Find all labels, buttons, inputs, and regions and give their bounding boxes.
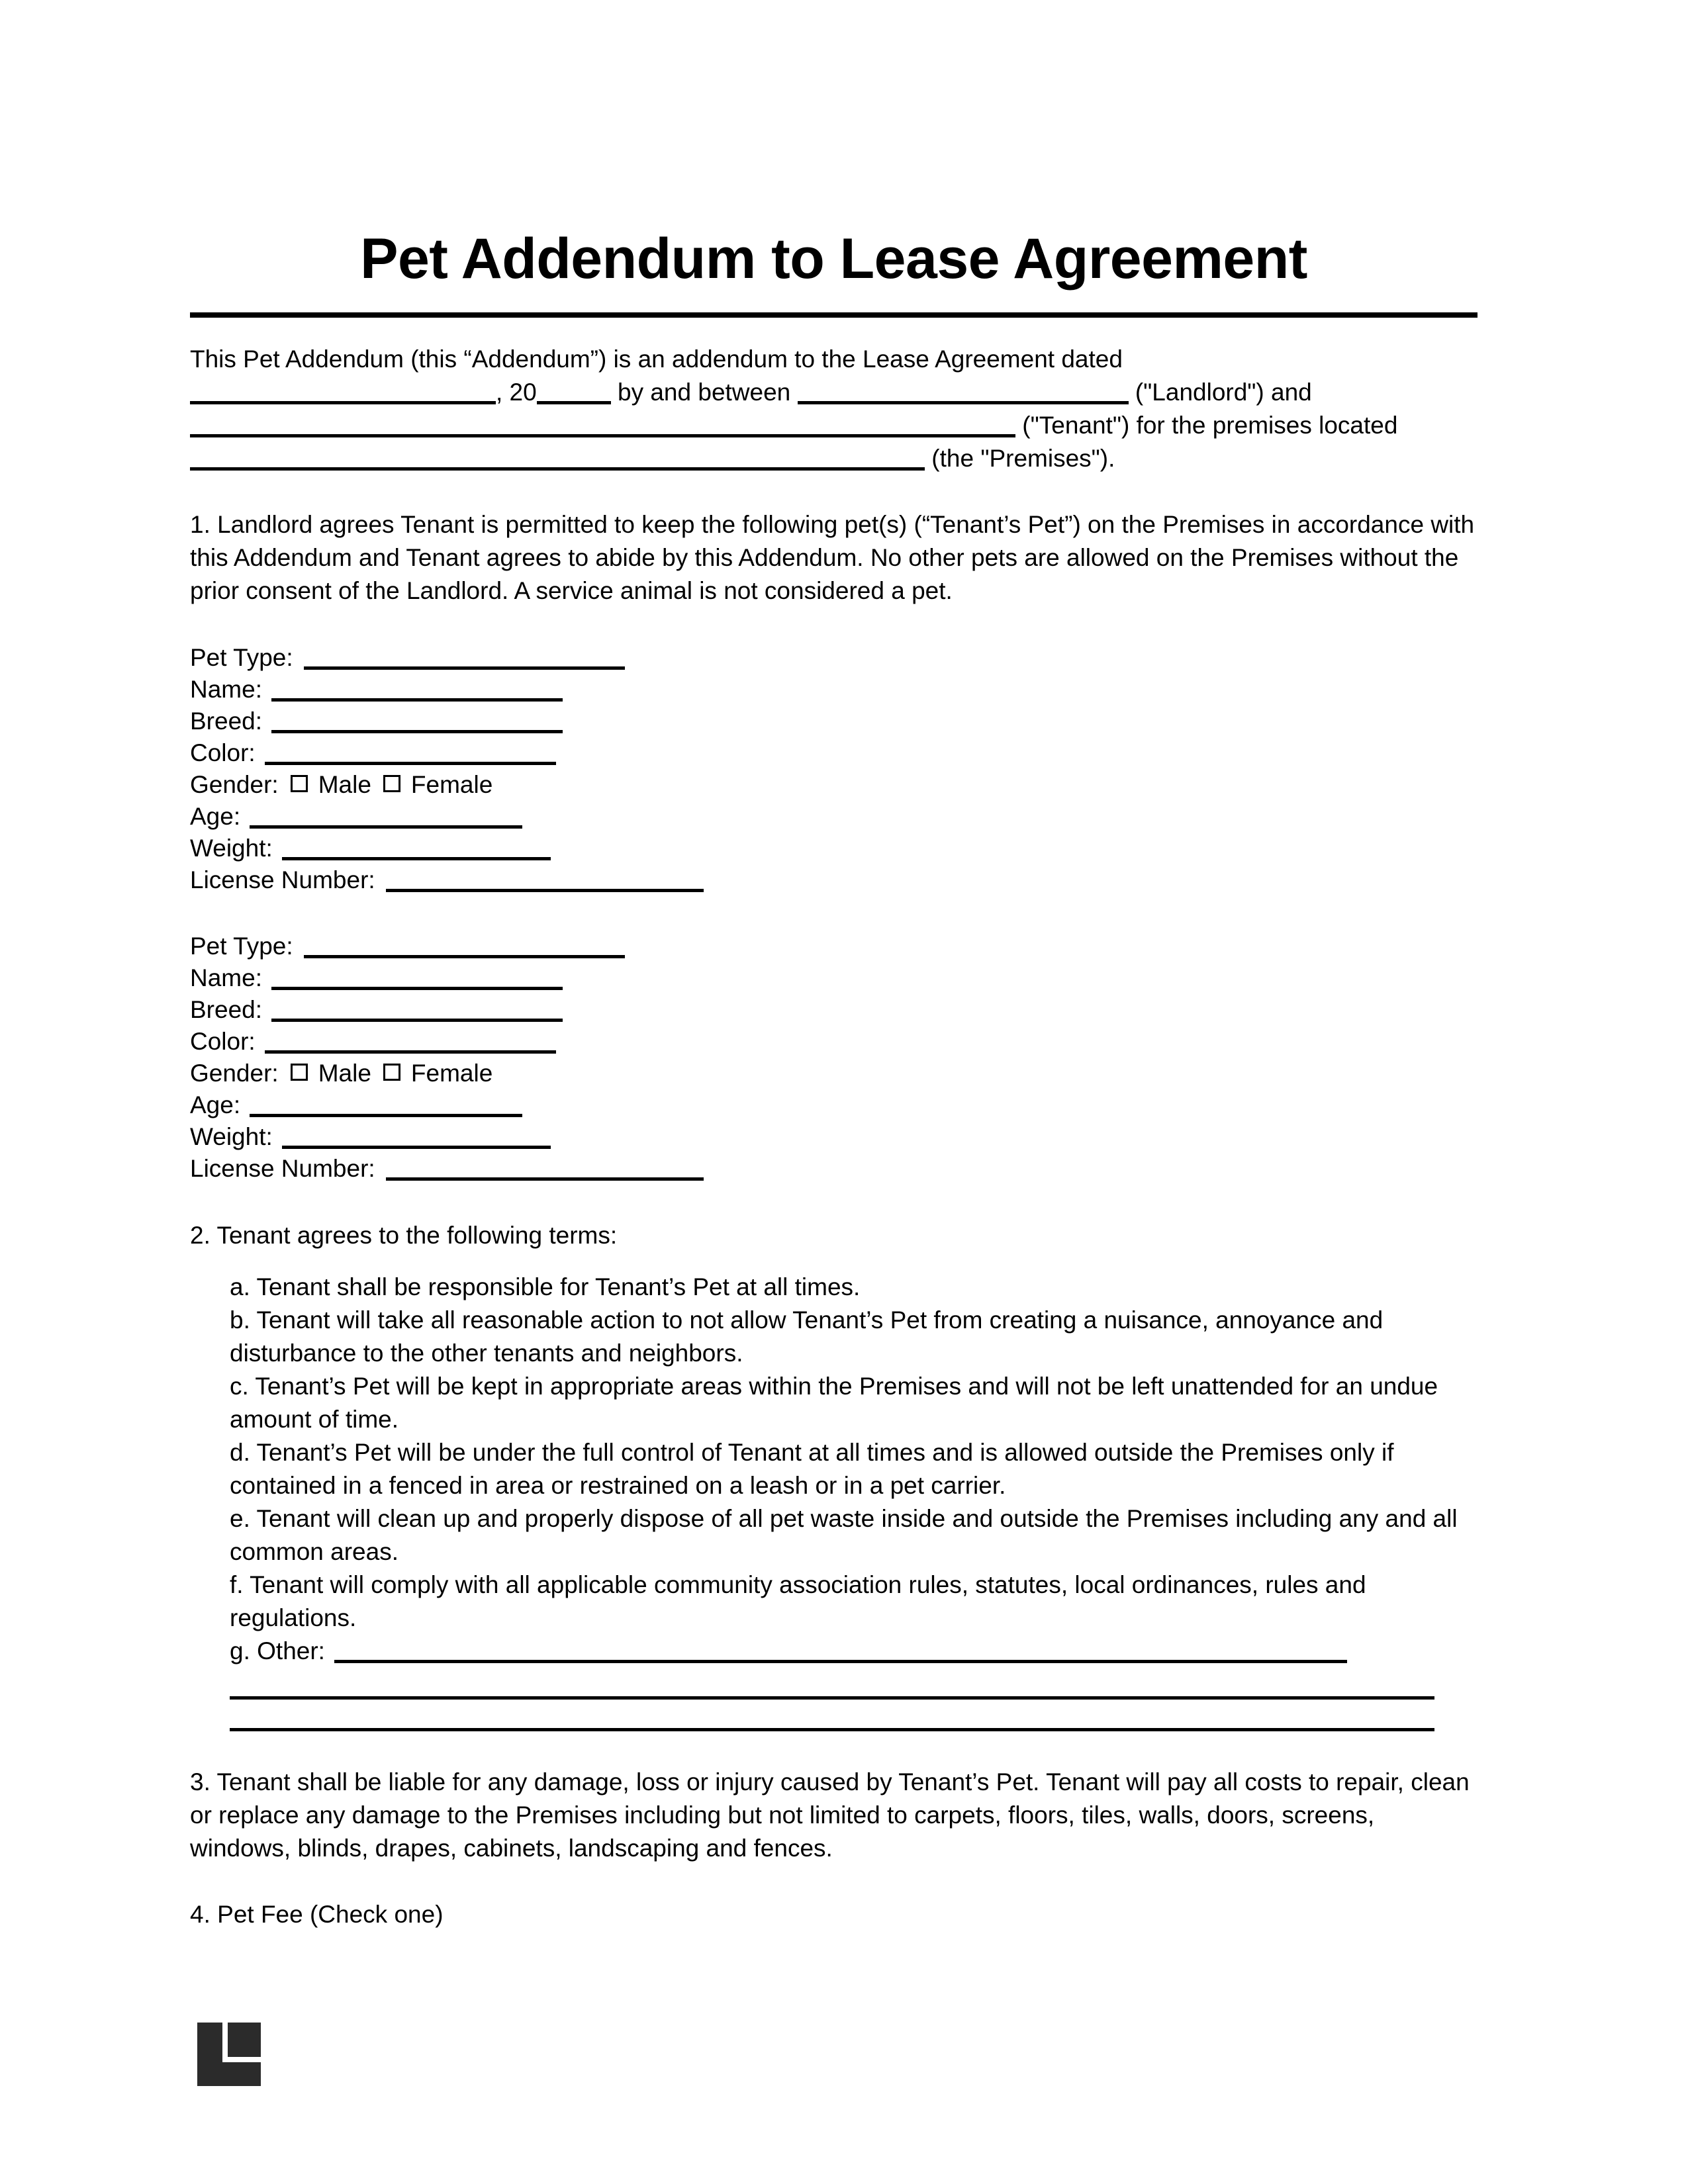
- between-text: by and between: [618, 379, 791, 406]
- title-divider: [190, 312, 1477, 318]
- pet-1-weight-input[interactable]: [282, 839, 551, 860]
- clause-3: 3. Tenant shall be liable for any damage, loss or injury caused by Tenant’s Pet. Tenant will pay all costs to repair, clean or replace any damage to the Premises including but not limited to carpets, floors, tiles, walls, doors, screens, windows, blinds, drapes, cabinets, landscaping and fences.: [190, 1768, 1470, 1862]
- other-input-line-2[interactable]: [230, 1696, 1434, 1700]
- year-blank[interactable]: [537, 382, 611, 404]
- pet-1-female-label: Female: [410, 771, 493, 798]
- pet-2-type-row: [190, 931, 1477, 962]
- pet-1-male-checkbox[interactable]: [291, 775, 308, 792]
- pet-1-gender-row: [190, 769, 1477, 801]
- pet-weight-label: Weight:: [190, 1123, 273, 1150]
- pet-2-name-row: [190, 962, 1477, 994]
- pet-1-type-row: [190, 642, 1477, 674]
- pet-details-block-1: [190, 642, 1477, 896]
- clause-2-heading: 2. Tenant agrees to the following terms:: [190, 1222, 618, 1249]
- pet-1-type-input[interactable]: [304, 649, 625, 670]
- pet-1-weight-row: [190, 833, 1477, 864]
- pet-1-name-input[interactable]: [271, 680, 563, 702]
- clause-2-item-b: b. Tenant will take all reasonable action to not allow Tenant’s Pet from creating a nuisance, annoyance and disturbance to the other tenants and neighbors.: [230, 1306, 1383, 1367]
- other-label: g. Other:: [230, 1637, 325, 1664]
- document-content: [190, 0, 1477, 1931]
- pet-gender-label: Gender:: [190, 1060, 279, 1087]
- pet-1-female-checkbox[interactable]: [383, 775, 400, 792]
- pet-1-license-row: [190, 864, 1477, 896]
- pet-2-age-input[interactable]: [250, 1096, 522, 1117]
- pet-1-male-label: Male: [318, 771, 371, 798]
- intro-paragraph: [190, 343, 1477, 475]
- pet-2-female-label: Female: [410, 1060, 493, 1087]
- landlord-label: ("Landlord") and: [1135, 379, 1312, 406]
- pet-2-weight-row: [190, 1121, 1477, 1153]
- pet-2-name-input[interactable]: [271, 969, 563, 990]
- pet-breed-label: Breed:: [190, 707, 263, 735]
- pet-age-label: Age:: [190, 1091, 241, 1118]
- pet-type-label: Pet Type:: [190, 644, 293, 671]
- pet-weight-label: Weight:: [190, 835, 273, 862]
- pet-1-breed-row: [190, 705, 1477, 737]
- pet-2-breed-input[interactable]: [271, 1001, 563, 1022]
- pet-1-age-row: [190, 801, 1477, 833]
- pet-2-color-input[interactable]: [265, 1032, 556, 1054]
- clause-2-item-e: e. Tenant will clean up and properly dispose of all pet waste inside and outside the Premises including any and all common areas.: [230, 1505, 1458, 1565]
- year-prefix: , 20: [496, 379, 537, 406]
- clause-1: 1. Landlord agrees Tenant is permitted to keep the following pet(s) (“Tenant’s Pet”) on the Premises in accordance with this Addendum and Tenant agrees to abide by this Addendum. No other pets are allowed on the Premises without the prior consent of the Landlord. A service animal is not considered a pet.: [190, 511, 1475, 604]
- pet-name-label: Name:: [190, 676, 262, 703]
- pet-1-age-input[interactable]: [250, 807, 522, 829]
- clause-2-subitems: [190, 1271, 1477, 1731]
- pet-2-weight-input[interactable]: [282, 1128, 551, 1149]
- pet-2-color-row: [190, 1026, 1477, 1058]
- pet-1-name-row: [190, 674, 1477, 705]
- pet-2-type-input[interactable]: [304, 937, 625, 958]
- clause-4: 4. Pet Fee (Check one): [190, 1901, 444, 1928]
- pet-2-age-row: [190, 1089, 1477, 1121]
- pet-2-male-checkbox[interactable]: [291, 1064, 308, 1081]
- clause-2-item-d: d. Tenant’s Pet will be under the full control of Tenant at all times and is allowed outside the Premises only if contained in a fenced in area or restrained on a leash or in a pet carrier.: [230, 1439, 1394, 1499]
- premises-label: (the "Premises").: [931, 445, 1115, 472]
- pet-color-label: Color:: [190, 739, 256, 766]
- pet-2-male-label: Male: [318, 1060, 371, 1087]
- page-title: Pet Addendum to Lease Agreement: [360, 227, 1307, 291]
- pet-1-license-input[interactable]: [386, 871, 704, 892]
- pet-1-color-row: [190, 737, 1477, 769]
- pet-2-female-checkbox[interactable]: [383, 1064, 400, 1081]
- pet-details-block-2: [190, 931, 1477, 1185]
- intro-line-1: This Pet Addendum (this “Addendum”) is an addendum to the Lease Agreement dated: [190, 345, 1123, 373]
- clause-2-item-c: c. Tenant’s Pet will be kept in appropriate areas within the Premises and will not be left unattended for an undue amount of time.: [230, 1373, 1438, 1433]
- tenant-name-blank[interactable]: [190, 415, 1015, 437]
- other-input-line-1[interactable]: [334, 1641, 1347, 1663]
- clause-2-item-a: a. Tenant shall be responsible for Tenant’s Pet at all times.: [230, 1273, 861, 1300]
- premises-address-blank[interactable]: [190, 448, 925, 471]
- pet-2-license-row: [190, 1153, 1477, 1185]
- pet-2-gender-row: [190, 1058, 1477, 1089]
- tenant-label: ("Tenant") for the premises located: [1022, 412, 1398, 439]
- pet-gender-label: Gender:: [190, 771, 279, 798]
- pet-type-label: Pet Type:: [190, 933, 293, 960]
- pet-breed-label: Breed:: [190, 996, 263, 1023]
- pet-color-label: Color:: [190, 1028, 256, 1055]
- pet-2-license-input[interactable]: [386, 1160, 704, 1181]
- pet-name-label: Name:: [190, 964, 262, 991]
- date-blank[interactable]: [190, 382, 496, 404]
- pet-1-breed-input[interactable]: [271, 712, 563, 733]
- pet-license-label: License Number:: [190, 1155, 375, 1182]
- clause-2-item-g: [230, 1635, 1477, 1668]
- legal-templates-logo: [197, 2023, 261, 2086]
- pet-age-label: Age:: [190, 803, 241, 830]
- landlord-name-blank[interactable]: [798, 382, 1129, 404]
- pet-1-color-input[interactable]: [265, 744, 556, 765]
- clause-2-item-f: f. Tenant will comply with all applicable community association rules, statutes, local ordinances, rules and regulations.: [230, 1571, 1366, 1631]
- pet-license-label: License Number:: [190, 866, 375, 893]
- pet-2-breed-row: [190, 994, 1477, 1026]
